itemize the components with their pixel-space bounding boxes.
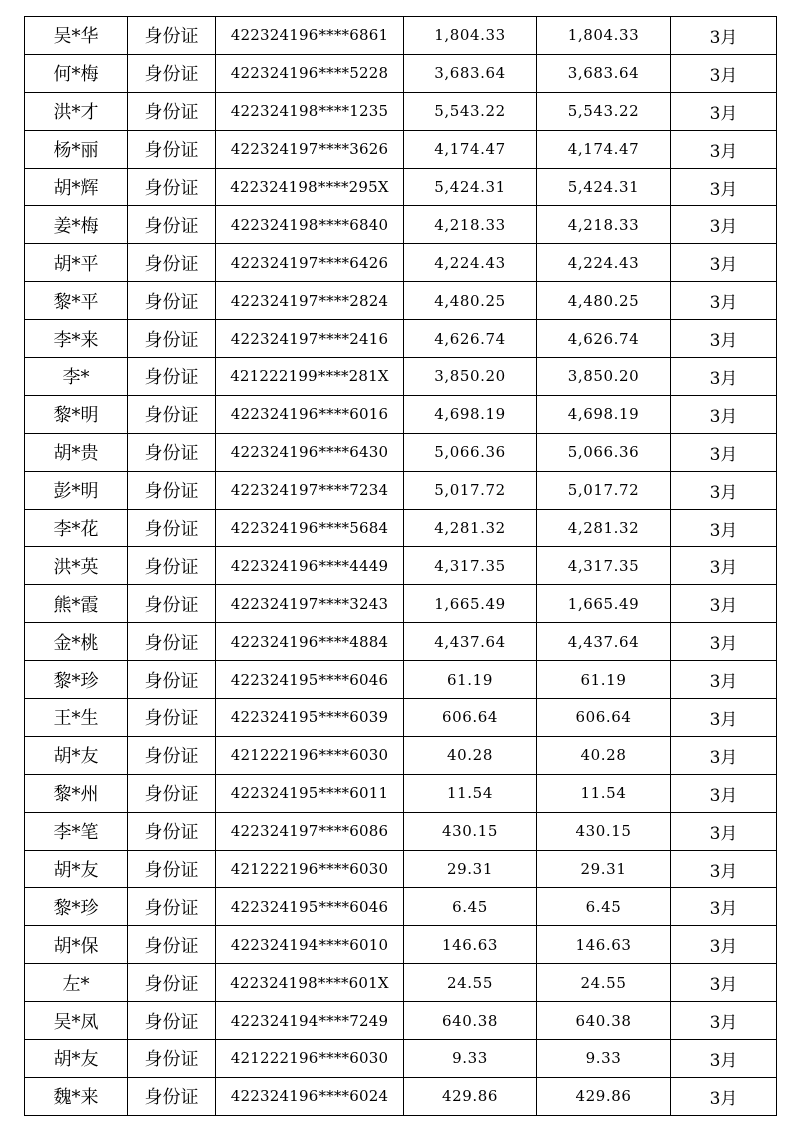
id-number-cell: 422324196****6016 (216, 395, 404, 433)
amount-cell: 4,437.64 (404, 623, 537, 661)
id-number-cell: 422324197****6426 (216, 244, 404, 282)
amount-cell: 9.33 (404, 1040, 537, 1078)
name-cell: 李*来 (25, 320, 128, 358)
id-number-cell: 422324198****6840 (216, 206, 404, 244)
id-number-cell: 422324196****4884 (216, 623, 404, 661)
paid-amount-cell: 5,017.72 (537, 471, 671, 509)
table-row (25, 509, 777, 547)
amount-cell: 430.15 (404, 812, 537, 850)
name-cell: 李*花 (25, 509, 128, 547)
id-number-cell: 422324197****7234 (216, 471, 404, 509)
id-type-cell: 身份证 (128, 471, 216, 509)
month-cell: 3月 (671, 623, 777, 661)
id-number-cell: 422324196****5228 (216, 54, 404, 92)
amount-cell: 1,665.49 (404, 585, 537, 623)
amount-cell: 6.45 (404, 888, 537, 926)
table-row (25, 888, 777, 926)
amount-cell: 4,626.74 (404, 320, 537, 358)
table-row (25, 699, 777, 737)
paid-amount-cell: 3,683.64 (537, 54, 671, 92)
table-row (25, 433, 777, 471)
name-cell: 黎*州 (25, 774, 128, 812)
id-type-cell: 身份证 (128, 358, 216, 396)
month-cell: 3月 (671, 92, 777, 130)
id-type-cell: 身份证 (128, 92, 216, 130)
name-cell: 彭*明 (25, 471, 128, 509)
id-type-cell: 身份证 (128, 661, 216, 699)
amount-cell: 5,066.36 (404, 433, 537, 471)
amount-cell: 606.64 (404, 699, 537, 737)
amount-cell: 146.63 (404, 926, 537, 964)
name-cell: 左* (25, 964, 128, 1002)
table-row (25, 623, 777, 661)
amount-cell: 5,424.31 (404, 168, 537, 206)
table-row (25, 585, 777, 623)
table-row (25, 358, 777, 396)
id-type-cell: 身份证 (128, 206, 216, 244)
name-cell: 杨*丽 (25, 130, 128, 168)
id-number-cell: 422324196****6430 (216, 433, 404, 471)
month-cell: 3月 (671, 471, 777, 509)
paid-amount-cell: 4,317.35 (537, 547, 671, 585)
table-row (25, 850, 777, 888)
paid-amount-cell: 61.19 (537, 661, 671, 699)
amount-cell: 5,543.22 (404, 92, 537, 130)
id-type-cell: 身份证 (128, 130, 216, 168)
id-type-cell: 身份证 (128, 54, 216, 92)
id-number-cell: 422324195****6039 (216, 699, 404, 737)
paid-amount-cell: 4,480.25 (537, 282, 671, 320)
paid-amount-cell: 146.63 (537, 926, 671, 964)
paid-amount-cell: 9.33 (537, 1040, 671, 1078)
id-type-cell: 身份证 (128, 1077, 216, 1115)
month-cell: 3月 (671, 244, 777, 282)
amount-cell: 5,017.72 (404, 471, 537, 509)
id-number-cell: 422324197****3243 (216, 585, 404, 623)
id-type-cell: 身份证 (128, 888, 216, 926)
month-cell: 3月 (671, 395, 777, 433)
month-cell: 3月 (671, 282, 777, 320)
id-number-cell: 422324198****1235 (216, 92, 404, 130)
paid-amount-cell: 1,804.33 (537, 17, 671, 55)
name-cell: 胡*辉 (25, 168, 128, 206)
month-cell: 3月 (671, 1077, 777, 1115)
paid-amount-cell: 40.28 (537, 736, 671, 774)
id-type-cell: 身份证 (128, 244, 216, 282)
month-cell: 3月 (671, 888, 777, 926)
id-type-cell: 身份证 (128, 547, 216, 585)
table-row (25, 1077, 777, 1115)
id-type-cell: 身份证 (128, 509, 216, 547)
id-type-cell: 身份证 (128, 1040, 216, 1078)
name-cell: 何*梅 (25, 54, 128, 92)
table-row (25, 17, 777, 55)
amount-cell: 3,850.20 (404, 358, 537, 396)
paid-amount-cell: 429.86 (537, 1077, 671, 1115)
id-type-cell: 身份证 (128, 395, 216, 433)
name-cell: 魏*来 (25, 1077, 128, 1115)
id-type-cell: 身份证 (128, 168, 216, 206)
table-row (25, 774, 777, 812)
id-type-cell: 身份证 (128, 774, 216, 812)
id-type-cell: 身份证 (128, 812, 216, 850)
month-cell: 3月 (671, 736, 777, 774)
table-row (25, 92, 777, 130)
amount-cell: 640.38 (404, 1002, 537, 1040)
id-number-cell: 422324196****6024 (216, 1077, 404, 1115)
month-cell: 3月 (671, 206, 777, 244)
month-cell: 3月 (671, 433, 777, 471)
name-cell: 吴*凤 (25, 1002, 128, 1040)
amount-cell: 4,698.19 (404, 395, 537, 433)
month-cell: 3月 (671, 320, 777, 358)
table-row (25, 320, 777, 358)
amount-cell: 4,480.25 (404, 282, 537, 320)
amount-cell: 4,174.47 (404, 130, 537, 168)
table-row (25, 1002, 777, 1040)
month-cell: 3月 (671, 547, 777, 585)
amount-cell: 24.55 (404, 964, 537, 1002)
table-row (25, 282, 777, 320)
paid-amount-cell: 4,224.43 (537, 244, 671, 282)
month-cell: 3月 (671, 1040, 777, 1078)
amount-cell: 4,281.32 (404, 509, 537, 547)
amount-cell: 4,224.43 (404, 244, 537, 282)
name-cell: 胡*友 (25, 1040, 128, 1078)
paid-amount-cell: 4,698.19 (537, 395, 671, 433)
month-cell: 3月 (671, 54, 777, 92)
amount-cell: 429.86 (404, 1077, 537, 1115)
table-row (25, 1040, 777, 1078)
paid-amount-cell: 640.38 (537, 1002, 671, 1040)
id-type-cell: 身份证 (128, 433, 216, 471)
id-number-cell: 422324194****6010 (216, 926, 404, 964)
table-body (25, 17, 777, 1116)
name-cell: 胡*友 (25, 736, 128, 774)
id-number-cell: 422324197****3626 (216, 130, 404, 168)
name-cell: 黎*明 (25, 395, 128, 433)
amount-cell: 3,683.64 (404, 54, 537, 92)
id-type-cell: 身份证 (128, 585, 216, 623)
month-cell: 3月 (671, 358, 777, 396)
paid-amount-cell: 4,218.33 (537, 206, 671, 244)
id-number-cell: 422324198****601X (216, 964, 404, 1002)
month-cell: 3月 (671, 585, 777, 623)
id-number-cell: 422324196****5684 (216, 509, 404, 547)
month-cell: 3月 (671, 1002, 777, 1040)
table-row (25, 964, 777, 1002)
paid-amount-cell: 5,424.31 (537, 168, 671, 206)
month-cell: 3月 (671, 130, 777, 168)
name-cell: 黎*平 (25, 282, 128, 320)
name-cell: 李* (25, 358, 128, 396)
table-row (25, 926, 777, 964)
month-cell: 3月 (671, 926, 777, 964)
name-cell: 金*桃 (25, 623, 128, 661)
paid-amount-cell: 6.45 (537, 888, 671, 926)
table-row (25, 244, 777, 282)
id-type-cell: 身份证 (128, 1002, 216, 1040)
name-cell: 熊*霞 (25, 585, 128, 623)
paid-amount-cell: 29.31 (537, 850, 671, 888)
amount-cell: 4,218.33 (404, 206, 537, 244)
table-row (25, 736, 777, 774)
name-cell: 胡*保 (25, 926, 128, 964)
paid-amount-cell: 4,281.32 (537, 509, 671, 547)
id-number-cell: 421222199****281X (216, 358, 404, 396)
name-cell: 洪*才 (25, 92, 128, 130)
month-cell: 3月 (671, 850, 777, 888)
paid-amount-cell: 4,626.74 (537, 320, 671, 358)
id-number-cell: 421222196****6030 (216, 1040, 404, 1078)
amount-cell: 29.31 (404, 850, 537, 888)
name-cell: 胡*贵 (25, 433, 128, 471)
table-row (25, 130, 777, 168)
month-cell: 3月 (671, 964, 777, 1002)
amount-cell: 61.19 (404, 661, 537, 699)
table-row (25, 206, 777, 244)
id-type-cell: 身份证 (128, 623, 216, 661)
paid-amount-cell: 24.55 (537, 964, 671, 1002)
paid-amount-cell: 4,174.47 (537, 130, 671, 168)
data-table (24, 16, 777, 1116)
name-cell: 洪*英 (25, 547, 128, 585)
table-row (25, 661, 777, 699)
paid-amount-cell: 606.64 (537, 699, 671, 737)
name-cell: 胡*友 (25, 850, 128, 888)
id-number-cell: 422324195****6046 (216, 661, 404, 699)
paid-amount-cell: 1,665.49 (537, 585, 671, 623)
id-number-cell: 421222196****6030 (216, 736, 404, 774)
paid-amount-cell: 5,543.22 (537, 92, 671, 130)
id-number-cell: 422324197****2416 (216, 320, 404, 358)
name-cell: 胡*平 (25, 244, 128, 282)
paid-amount-cell: 5,066.36 (537, 433, 671, 471)
table-row (25, 812, 777, 850)
month-cell: 3月 (671, 661, 777, 699)
id-number-cell: 422324198****295X (216, 168, 404, 206)
id-number-cell: 422324195****6046 (216, 888, 404, 926)
amount-cell: 40.28 (404, 736, 537, 774)
id-number-cell: 421222196****6030 (216, 850, 404, 888)
name-cell: 吴*华 (25, 17, 128, 55)
month-cell: 3月 (671, 812, 777, 850)
id-type-cell: 身份证 (128, 850, 216, 888)
month-cell: 3月 (671, 17, 777, 55)
name-cell: 姜*梅 (25, 206, 128, 244)
id-number-cell: 422324196****6861 (216, 17, 404, 55)
id-number-cell: 422324196****4449 (216, 547, 404, 585)
table-row (25, 54, 777, 92)
id-type-cell: 身份证 (128, 964, 216, 1002)
id-type-cell: 身份证 (128, 320, 216, 358)
table-row (25, 168, 777, 206)
table-row (25, 547, 777, 585)
table-row (25, 471, 777, 509)
name-cell: 黎*珍 (25, 888, 128, 926)
amount-cell: 4,317.35 (404, 547, 537, 585)
month-cell: 3月 (671, 699, 777, 737)
month-cell: 3月 (671, 774, 777, 812)
paid-amount-cell: 3,850.20 (537, 358, 671, 396)
paid-amount-cell: 430.15 (537, 812, 671, 850)
paid-amount-cell: 11.54 (537, 774, 671, 812)
id-type-cell: 身份证 (128, 17, 216, 55)
month-cell: 3月 (671, 168, 777, 206)
id-number-cell: 422324194****7249 (216, 1002, 404, 1040)
name-cell: 李*笔 (25, 812, 128, 850)
id-type-cell: 身份证 (128, 282, 216, 320)
id-type-cell: 身份证 (128, 699, 216, 737)
id-number-cell: 422324197****6086 (216, 812, 404, 850)
id-type-cell: 身份证 (128, 736, 216, 774)
paid-amount-cell: 4,437.64 (537, 623, 671, 661)
id-type-cell: 身份证 (128, 926, 216, 964)
id-number-cell: 422324195****6011 (216, 774, 404, 812)
name-cell: 黎*珍 (25, 661, 128, 699)
month-cell: 3月 (671, 509, 777, 547)
id-number-cell: 422324197****2824 (216, 282, 404, 320)
amount-cell: 1,804.33 (404, 17, 537, 55)
table-row (25, 395, 777, 433)
name-cell: 王*生 (25, 699, 128, 737)
amount-cell: 11.54 (404, 774, 537, 812)
